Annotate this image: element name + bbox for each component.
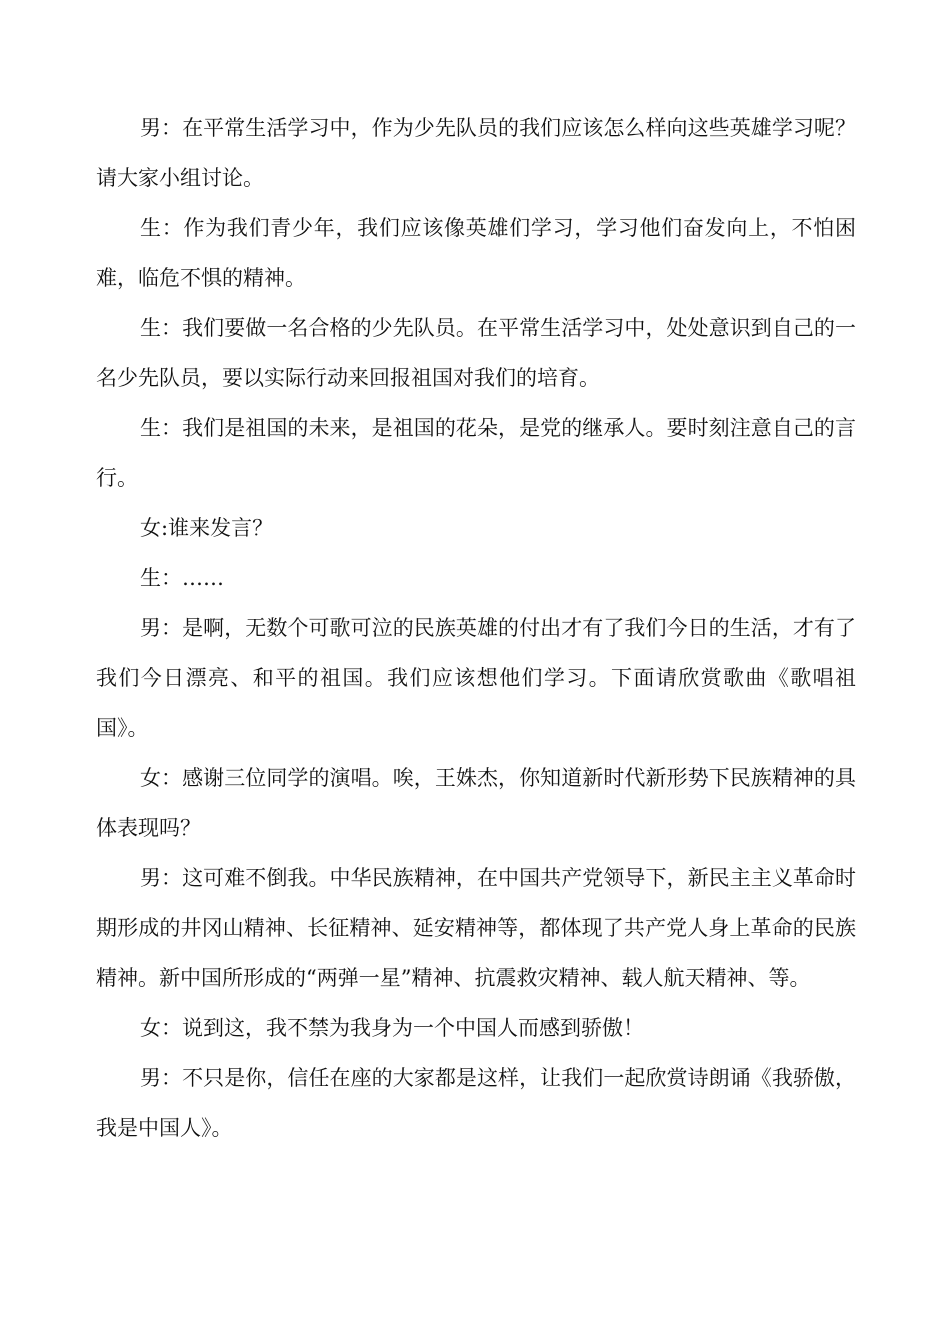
paragraph-4: 生：我们是祖国的未来，是祖国的花朵，是党的继承人。要时刻注意自己的言行。 bbox=[96, 416, 856, 490]
paragraph-6: 生：…… bbox=[140, 566, 224, 590]
paragraph-11: 男：不只是你，信任在座的大家都是这样，让我们一起欣赏诗朗诵《我骄傲，我是中国人》。 bbox=[96, 1066, 856, 1140]
paragraph-5: 女:谁来发言？ bbox=[140, 516, 274, 540]
document-page bbox=[96, 103, 856, 1153]
paragraph-9: 男：这可难不倒我。中华民族精神，在中国共产党领导下，新民主主义革命时期形成的井冈山精神、长征精神、延安精神等，都体现了共产党人身上革命的民族精神。新中国所形成的“两弹一星”精神、抗震救灾精神、载人航天精神、等。 bbox=[96, 866, 856, 990]
paragraph-10: 女：说到这，我不禁为我身为一个中国人而感到骄傲！ bbox=[140, 1016, 644, 1040]
paragraph-7: 男：是啊，无数个可歌可泣的民族英雄的付出才有了我们今日的生活，才有了我们今日漂亮、和平的祖国。我们应该想他们学习。下面请欣赏歌曲《歌唱祖国》。 bbox=[96, 616, 856, 740]
paragraph-1: 男：在平常生活学习中，作为少先队员的我们应该怎么样向这些英雄学习呢？请大家小组讨论。 bbox=[96, 116, 856, 190]
paragraph-2: 生：作为我们青少年，我们应该像英雄们学习，学习他们奋发向上，不怕困难，临危不惧的精神。 bbox=[96, 216, 856, 290]
paragraph-3: 生：我们要做一名合格的少先队员。在平常生活学习中，处处意识到自己的一名少先队员，要以实际行动来回报祖国对我们的培育。 bbox=[96, 316, 856, 390]
paragraph-8: 女：感谢三位同学的演唱。唉，王姝杰，你知道新时代新形势下民族精神的具体表现吗？ bbox=[96, 766, 856, 840]
